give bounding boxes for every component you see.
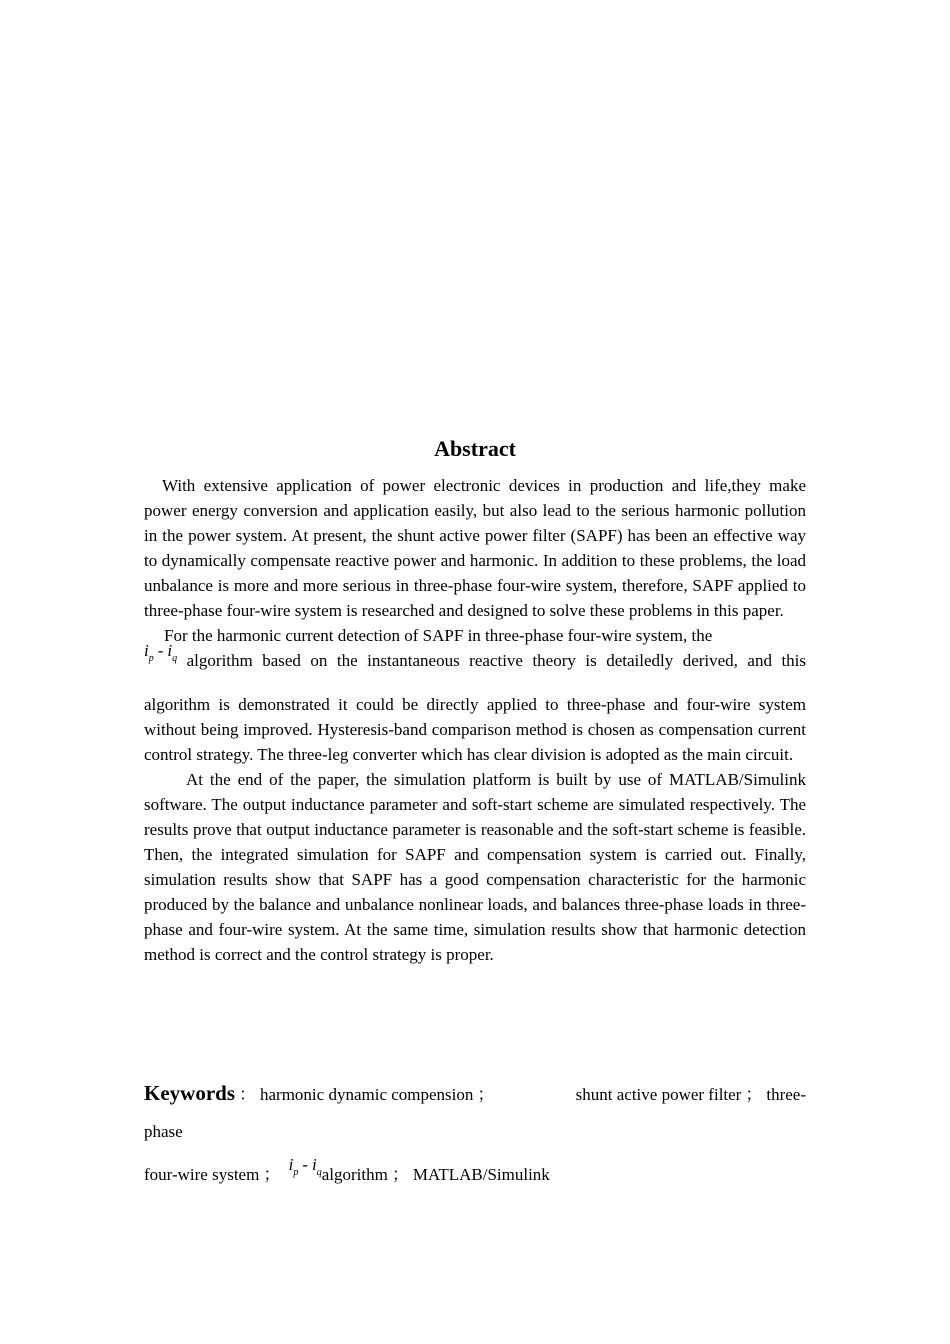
- keywords-colon: ：: [239, 1085, 256, 1104]
- formula-ip-iq: [144, 641, 178, 692]
- abstract-paragraph-3: At the end of the paper, the simulation platform is built by use of MATLAB/Simulink software. The output inductance parameter and soft-start scheme are simulated respectively. The results prove that output inductance parameter is reasonable and the soft-start scheme is feasible. Then, the integrated simulation for SAPF and compensation system is carried out. Finally, simulation results show that SAPF has a good compensation characteristic for the harmonic produced by the balance and unbalance nonlinear loads, and balances three-phase loads in three-phase and four-wire system. At the same time, simulation results show that harmonic detection method is correct and the control strategy is proper.: [144, 770, 806, 964]
- keyword-1: harmonic dynamic compension: [260, 1085, 474, 1104]
- abstract-paragraph-2-rest: algorithm based on the instantaneous reactive theory is detailedly derived, and this algorithm is demonstrated it could be directly applied to three-phase and four-wire system without being improved. Hysteresis-band comparison method is chosen as compensation current control strategy. The three-leg converter which has clear division is adopted as the main circuit.: [144, 651, 807, 764]
- keyword-5: MATLAB/Simulink: [412, 1165, 550, 1184]
- keyword-separator: ；: [263, 1165, 281, 1184]
- keywords-row-1: [144, 1081, 806, 1107]
- keyword-separator: ；: [477, 1085, 495, 1104]
- abstract-paragraph-1: With extensive application of power electronic devices in production and life,they make power energy conversion and application easily, but also lead to the serious harmonic pollution in the power system. At present, the shunt active power filter (SAPF) has been an effective way to dynamically compensate reactive power and harmonic. In addition to these problems, the load unbalance is more and more serious in three-phase four-wire system, therefore, SAPF applied to three-phase four-wire system is researched and designed to solve these problems in this paper.: [144, 476, 806, 620]
- math-ip-iq: $i_p - i_q$: [144, 641, 178, 664]
- keyword-math-ip-iq: $i_p - i_q$: [288, 1155, 322, 1178]
- abstract-paragraph-2-intro: For the harmonic current detection of SAPF in three-phase four-wire system, the: [164, 626, 713, 645]
- abstract-title: Abstract: [434, 436, 516, 461]
- keyword-4: algorithm: [321, 1165, 388, 1184]
- keyword-3-part-c: four-wire system: [144, 1165, 260, 1184]
- abstract-body: [144, 473, 806, 967]
- keyword-separator: ；: [745, 1085, 763, 1104]
- keywords-row-3: [144, 1155, 806, 1190]
- keywords-label: Keywords: [144, 1081, 235, 1105]
- keyword-separator: ；: [391, 1165, 409, 1184]
- keyword-3-part-b: phase: [144, 1122, 183, 1141]
- abstract-paragraph-2-body: [144, 641, 807, 767]
- keywords-section: [144, 1081, 806, 1190]
- keyword-3-part-a: three-: [766, 1085, 806, 1104]
- keyword-2: shunt active power filter: [575, 1085, 742, 1104]
